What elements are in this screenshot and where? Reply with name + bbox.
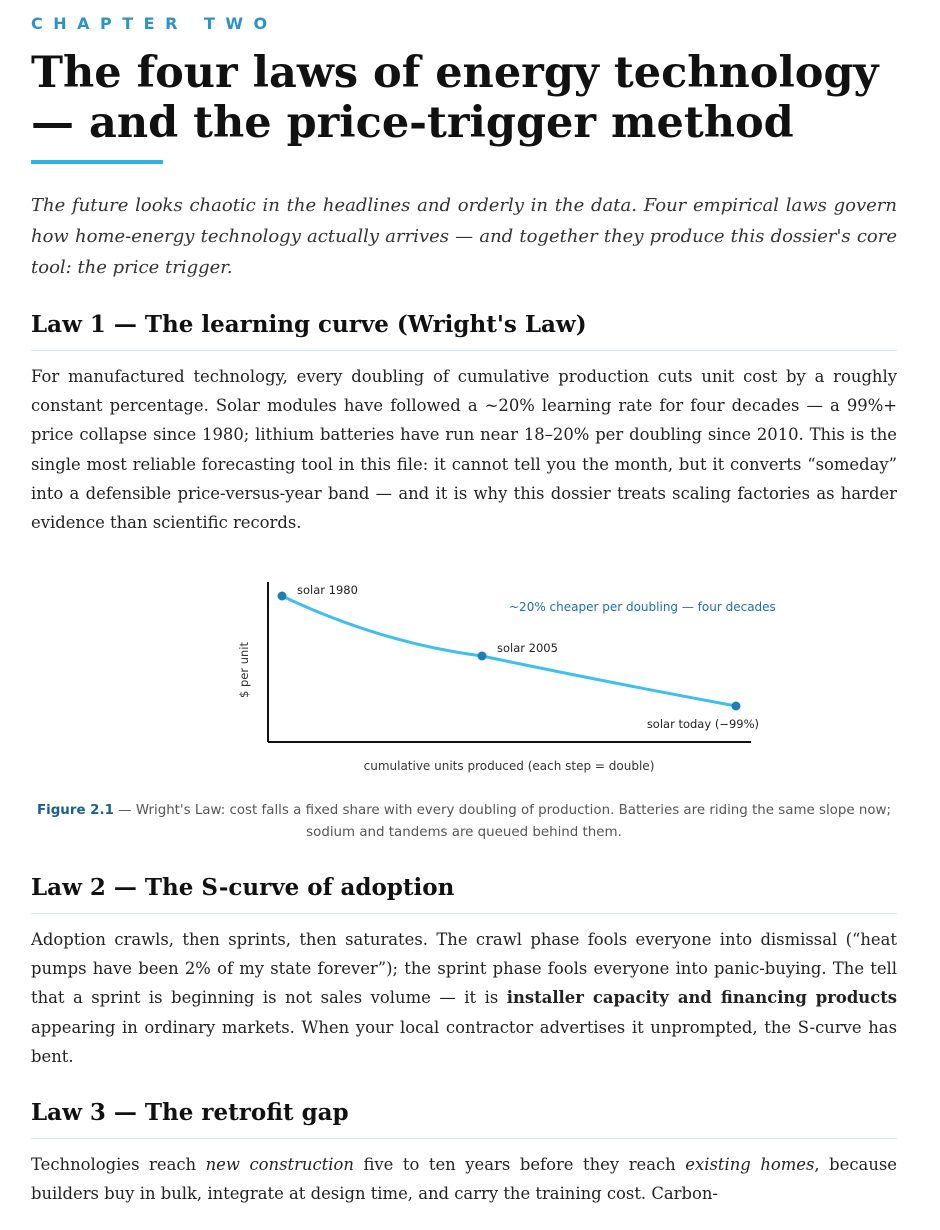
point-label-solar-1980: solar 1980 (297, 583, 358, 597)
point-solar-2005 (478, 652, 487, 661)
chapter-lede: The future looks chaotic in the headlines and orderly in the data. Four empirical laws govern how home-energy technology actually arrives — and together they produce this dossier's core tool: the price trigger. (31, 195, 897, 278)
law2-body-text-1: Adoption crawls, then sprints, then saturates. The crawl phase fools everyone into dismissal (“heat pumps have been 2% of my state forever”); the sprint phase fools everyone into panic-buying. The tell that a sprint is beginning is not sales volume — it is (31, 930, 897, 1008)
law2-body-text-2: appearing in ordinary markets. When your local contractor advertises it unprompted, the S-curve has bent. (31, 1017, 897, 1066)
law3-body-em-2: existing homes (685, 1155, 815, 1174)
point-label-solar-2005: solar 2005 (497, 641, 558, 655)
wrights-law-figure (231, 578, 791, 778)
law1-body: For manufactured technology, every doubling of cumulative production cuts unit cost by a roughly constant percentage. Solar modules have followed a ~20% learning rate for four decades — a 99%+ price collapse since 1980; lithium batteries have run near 18–20% per doubling since 2010. This is the single most reliable forecasting tool in this file: it cannot tell you the month, but it converts “someday” into a defensible price-versus-year band — and it is why this dossier treats scaling factories as harder evidence than scientific records. (31, 367, 897, 533)
law3-body-text-2: five to ten years before they reach (353, 1155, 686, 1174)
chapter-kicker: CHAPTER TWO (31, 14, 278, 33)
curve-annotation: ~20% cheaper per doubling — four decades (509, 600, 776, 614)
law2-body-emphasis: installer capacity and financing products (506, 988, 897, 1008)
law3-body-text-3: , because builders buy in bulk, integrate at design time, and carry the training cost. Carbon- (31, 1155, 897, 1204)
chapter-title: The four laws of energy technology — and the price-trigger method (31, 48, 879, 148)
figure-caption-label: Figure 2.1 (36, 803, 114, 818)
law3-body-text-1: Technologies reach (31, 1155, 206, 1174)
law2-heading: Law 2 — The S-curve of adoption (31, 872, 897, 914)
point-solar-today (732, 702, 741, 711)
law3-heading: Law 3 — The retrofit gap (31, 1097, 897, 1139)
law3-body (31, 1150, 897, 1208)
figure-caption (31, 800, 897, 844)
law1-heading: Law 1 — The learning curve (Wright's Law) (31, 309, 897, 351)
law3-body-em-1: new construction (205, 1155, 354, 1174)
point-solar-1980 (278, 592, 287, 601)
title-underline (31, 160, 163, 164)
x-axis-label: cumulative units produced (each step = double) (363, 759, 655, 773)
point-label-solar-today: solar today (−99%) (646, 717, 759, 731)
y-axis-label: $ per unit (237, 641, 251, 699)
law2-body (31, 925, 897, 1071)
figure-caption-text: — Wright's Law: cost falls a fixed share with every doubling of production. Batteries are riding the same slope now; sodium and tandems are queued behind them. (113, 803, 892, 840)
